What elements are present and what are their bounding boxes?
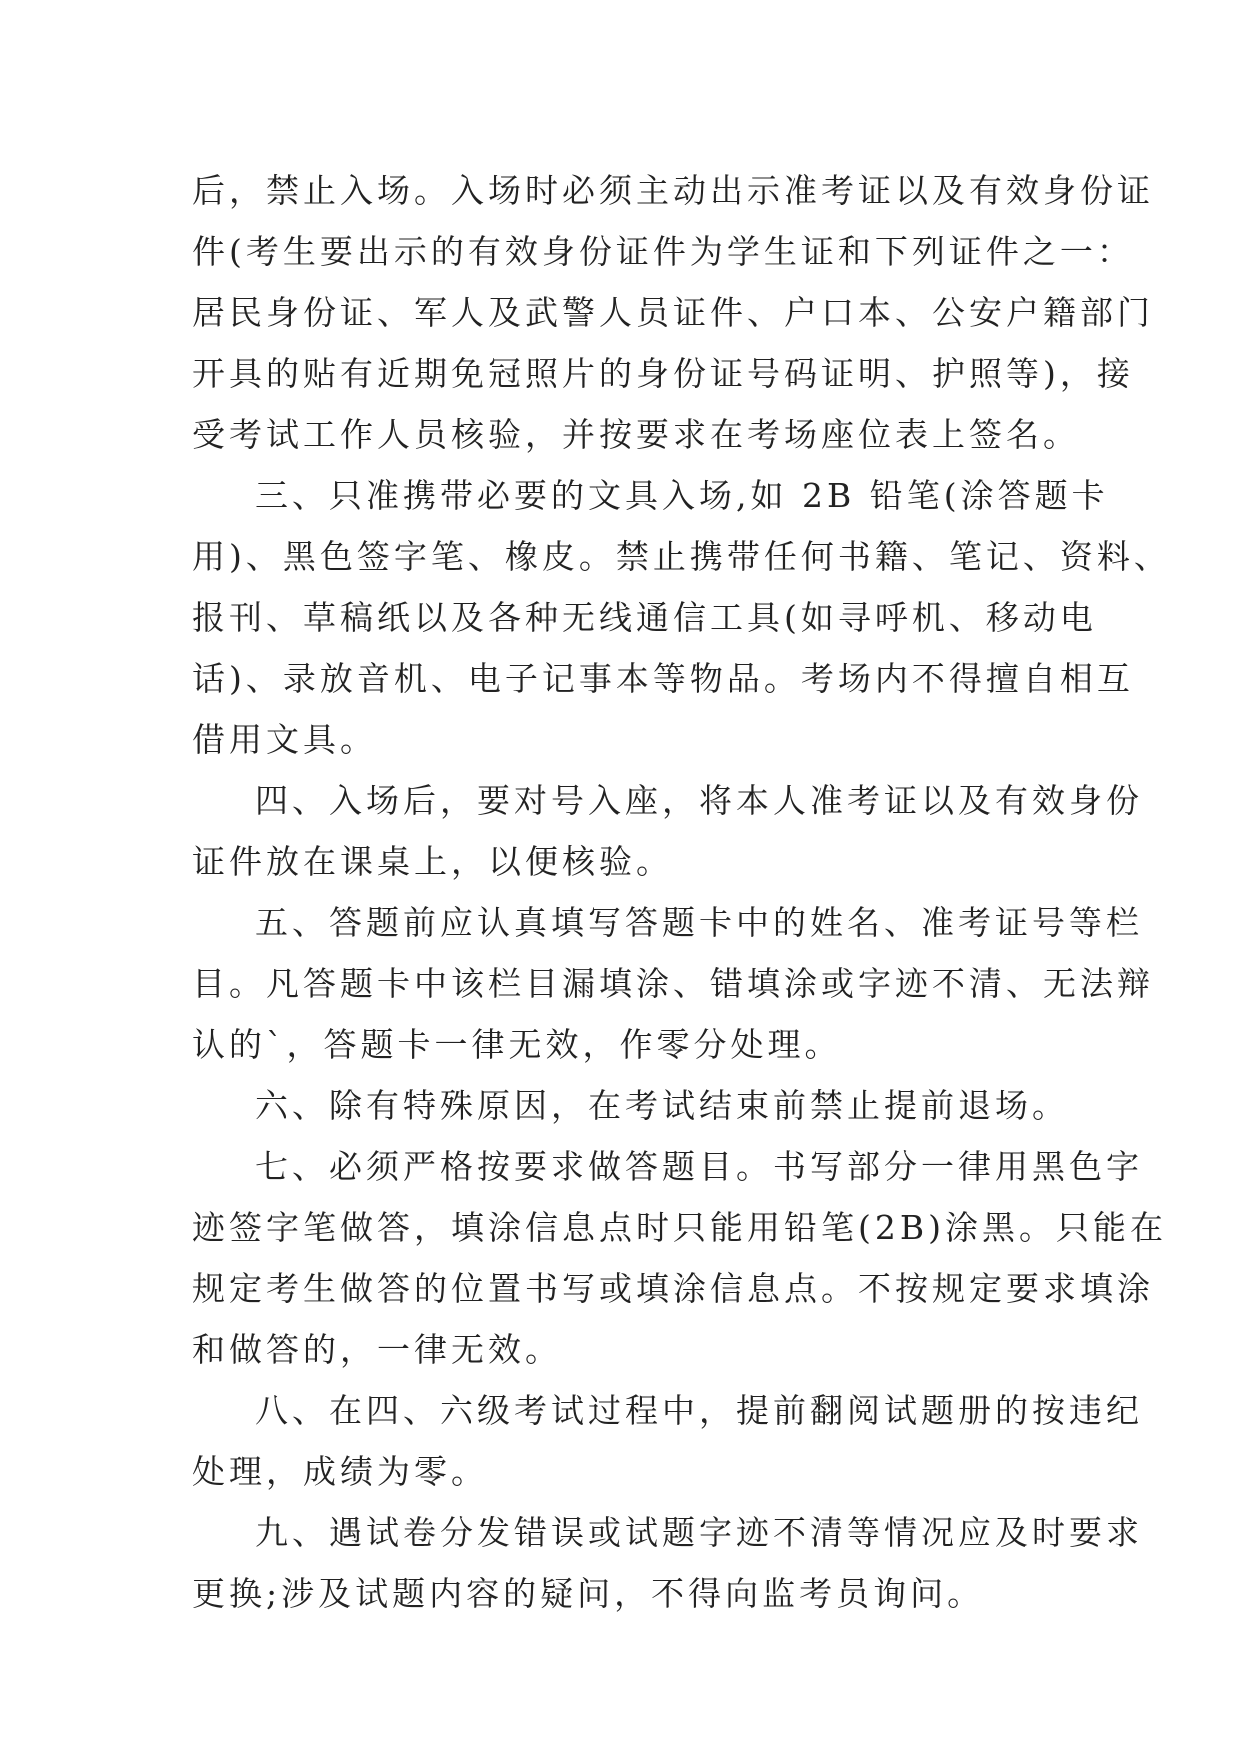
- text-line: 报刊、草稿纸以及各种无线通信工具(如寻呼机、移动电: [192, 598, 1097, 637]
- text-line: 证件放在课桌上，以便核验。: [192, 842, 673, 881]
- rule-item-3: 三、只准携带必要的文具入场,如 2B 铅笔(涂答题卡: [255, 476, 1109, 515]
- text-line: 处理，成绩为零。: [192, 1452, 488, 1491]
- text-line: 更换;涉及试题内容的疑问，不得向监考员询问。: [192, 1574, 985, 1613]
- rule-item-6: 六、除有特殊原因，在考试结束前禁止提前退场。: [255, 1086, 1069, 1125]
- rule-item-7: 七、必须严格按要求做答题目。书写部分一律用黑色字: [255, 1147, 1143, 1186]
- rule-item-9: 九、遇试卷分发错误或试题字迹不清等情况应及时要求: [255, 1513, 1143, 1552]
- text-line: 认的`，答题卡一律无效，作零分处理。: [192, 1025, 842, 1064]
- rule-item-8: 八、在四、六级考试过程中，提前翻阅试题册的按违纪: [255, 1391, 1143, 1430]
- text-line: 规定考生做答的位置书写或填涂信息点。不按规定要求填涂: [192, 1269, 1154, 1308]
- text-line: 受考试工作人员核验，并按要求在考场座位表上签名。: [192, 415, 1080, 454]
- text-line: 后，禁止入场。入场时必须主动出示准考证以及有效身份证: [192, 171, 1154, 210]
- rule-item-4: 四、入场后，要对号入座，将本人准考证以及有效身份: [255, 781, 1143, 820]
- text-line: 开具的贴有近期免冠照片的身份证号码证明、护照等)，接: [192, 354, 1134, 393]
- text-line: 目。凡答题卡中该栏目漏填涂、错填涂或字迹不清、无法辩: [192, 964, 1154, 1003]
- text-line: 借用文具。: [192, 720, 377, 759]
- text-line: 居民身份证、军人及武警人员证件、户口本、公安户籍部门: [192, 293, 1154, 332]
- text-line: 件(考生要出示的有效身份证件为学生证和下列证件之一：: [192, 232, 1134, 271]
- rule-item-5: 五、答题前应认真填写答题卡中的姓名、准考证号等栏: [255, 903, 1143, 942]
- text-line: 和做答的，一律无效。: [192, 1330, 562, 1369]
- text-line: 用)、黑色签字笔、橡皮。禁止携带任何书籍、笔记、资料、: [192, 537, 1171, 576]
- body-text: [192, 160, 1171, 1624]
- text-line: 迹签字笔做答，填涂信息点时只能用铅笔(2B)涂黑。只能在: [192, 1208, 1167, 1247]
- text-line: 话)、录放音机、电子记事本等物品。考场内不得擅自相互: [192, 659, 1134, 698]
